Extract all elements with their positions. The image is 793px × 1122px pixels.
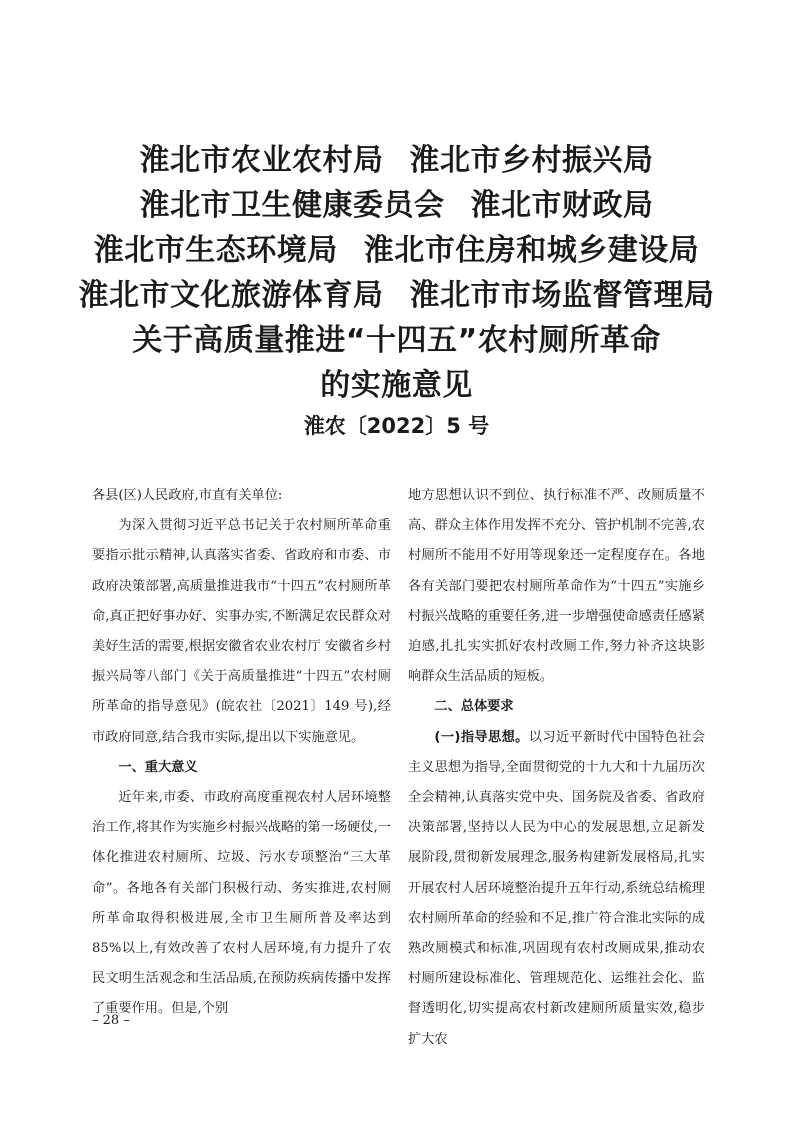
title-line-2	[60, 183, 733, 228]
issuer-market-supervision-bureau: 淮北市市场监督管理局	[409, 278, 715, 313]
title-line-1	[60, 138, 733, 183]
issuer-rural-revitalization-bureau: 淮北市乡村振兴局	[409, 143, 654, 178]
document-title	[60, 138, 733, 408]
left-column	[92, 481, 391, 1025]
salutation: 各县(区)人民政府,市直有关单位:	[92, 488, 283, 503]
page-number: – 28 –	[92, 1013, 130, 1028]
guiding-ideology-body: 以习近平新时代中国特色社会主义思想为指导,全面贯彻党的十九大和十九届历次全会精神,认真落实党中央、国务院及省委、省政府决策部署,坚持以人民为中心的发展思想,立足新发展阶段,贯彻新发展理念,服务构建新发展格局,扎实开展农村人居环境整治提升五年行动,系统总结梳理农村厕所革命的经验和不足,推广符合淮北实际的成熟改厕模式和标准,巩固现有农村改厕成果,推动农村厕所建设标准化、管理规范化、运维社会化、监督透明化,切实提高农村新改建厕所质量实效,稳步扩大农	[408, 729, 705, 1047]
document-number: 淮农〔2022〕5 号	[303, 414, 490, 438]
guiding-ideology-label: (一)指导思想。	[434, 729, 529, 745]
section-1-paragraph: 近年来,市委、市政府高度重视农村人居环境整治工作,将其作为实施乡村振兴战略的第一场硬仗,一体化推进农村厕所、垃圾、污水专项整治“三大革命”。各地各有关部门积极行动、务实推进,农村厕所革命取得积极进展,全市卫生厕所普及率达到 85%以上,有效改善了农村人居环境,有力提升了农民文明生活观念和生活品质,在预防疾病传播中发挥了重要作用。但是,个别	[92, 790, 391, 1017]
issuer-housing-construction-bureau: 淮北市住房和城乡建设局	[363, 233, 700, 268]
issuer-culture-tourism-sports-bureau: 淮北市文化旅游体育局	[78, 278, 384, 313]
issuer-finance-bureau: 淮北市财政局	[470, 188, 654, 223]
right-column	[408, 481, 705, 1055]
title-line-4	[60, 273, 733, 318]
guiding-ideology-paragraph	[408, 723, 705, 1055]
title-line-6: 的实施意见	[320, 368, 473, 403]
section-2-heading: 二、总体要求	[434, 699, 514, 715]
issuer-health-commission: 淮北市卫生健康委员会	[139, 188, 445, 223]
title-line-5: 关于高质量推进“十四五”农村厕所革命	[132, 323, 661, 358]
section-1-heading: 一、重大意义	[118, 759, 198, 775]
intro-paragraph: 为深入贯彻习近平总书记关于农村厕所革命重要指示批示精神,认真落实省委、省政府和市委、市政府决策部署,高质量推进我市“十四五”农村厕所革命,真正把好事办好、实事办实,不断满足农民群众对美好生活的需要,根据安徽省农业农村厅 安徽省乡村振兴局等八部门《关于高质量推进“十四五”农村厕所革命的指导意见》(皖农社〔2021〕149 号),经市政府同意,结合我市实际,提出以下实施意见。	[92, 518, 391, 745]
continuation-paragraph: 地方思想认识不到位、执行标准不严、改厕质量不高、群众主体作用发挥不充分、管护机制不完善,农村厕所不能用不好用等现象还一定程度存在。各地各有关部门要把农村厕所革命作为“十四五”实施乡村振兴战略的重要任务,进一步增强使命感责任感紧迫感,扎扎实实抓好农村改厕工作,努力补齐这块影响群众生活品质的短板。	[408, 488, 705, 685]
title-line-3	[60, 228, 733, 273]
issuer-agriculture-bureau: 淮北市农业农村局	[139, 143, 384, 178]
issuer-ecology-environment-bureau: 淮北市生态环境局	[93, 233, 338, 268]
